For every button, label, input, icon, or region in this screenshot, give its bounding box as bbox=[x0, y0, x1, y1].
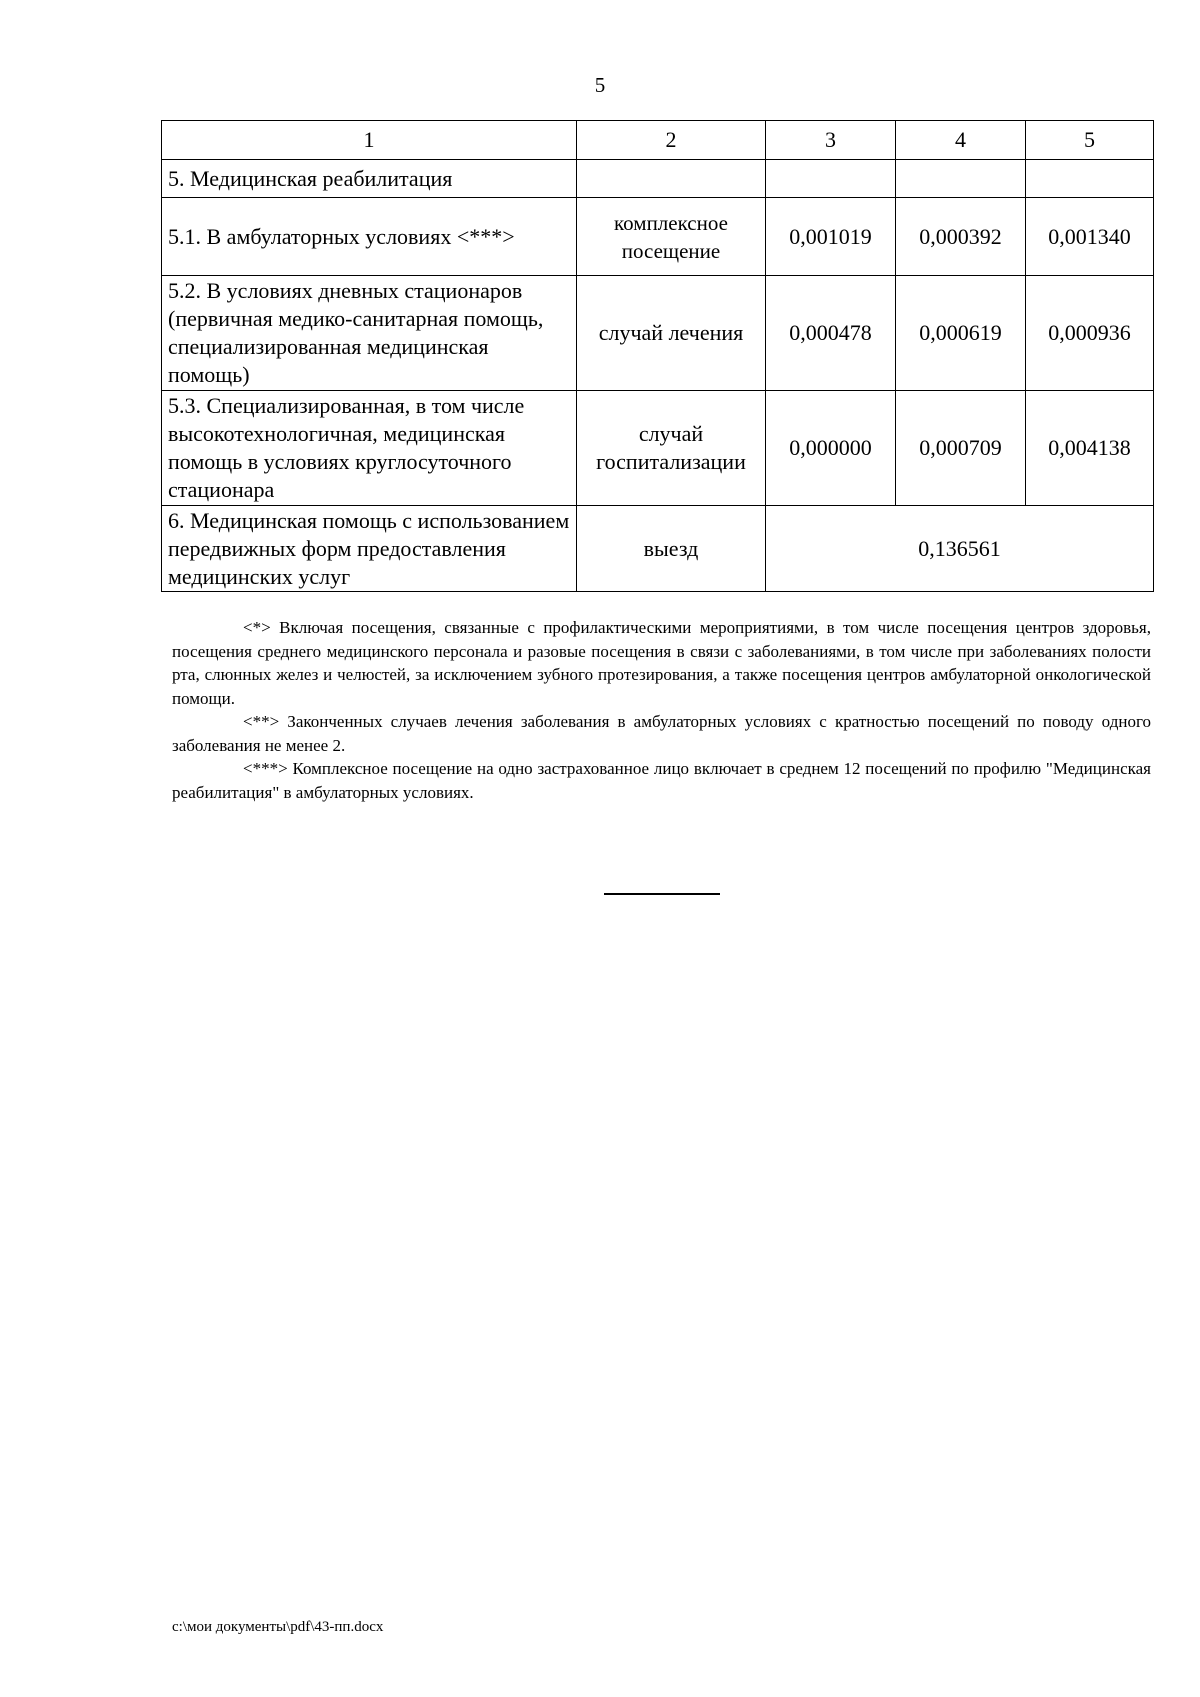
row-name: 5.3. Специализированная, в том числе высокотехнологичная, медицинская помощь в условиях круглосуточного стационара bbox=[162, 391, 577, 506]
row-value-4 bbox=[896, 160, 1026, 198]
row-merged-value: 0,136561 bbox=[766, 506, 1154, 592]
norms-table bbox=[161, 120, 1154, 592]
row-value-3: 0,001019 bbox=[766, 198, 896, 276]
row-value-4: 0,000392 bbox=[896, 198, 1026, 276]
row-value-3: 0,000000 bbox=[766, 391, 896, 506]
table-row bbox=[162, 506, 1154, 592]
row-value-5: 0,004138 bbox=[1026, 391, 1154, 506]
file-path: c:\мои документы\pdf\43-пп.docx bbox=[172, 1619, 384, 1635]
page-number: 5 bbox=[594, 73, 606, 97]
row-unit bbox=[577, 160, 766, 198]
row-name: 5.2. В условиях дневных стационаров (первичная медико-санитарная помощь, специализированная медицинская помощь) bbox=[162, 276, 577, 391]
end-of-document-rule bbox=[604, 893, 720, 895]
table-row bbox=[162, 276, 1154, 391]
column-number-2: 2 bbox=[577, 121, 766, 160]
footnote-1: <*> Включая посещения, связанные с профилактическими мероприятиями, в том числе посещения центров здоровья, посещения среднего медицинского персонала и разовые посещения в связи с заболеваниями, в том числе при заболеваниях полости рта, слюнных желез и челюстей, за исключением зубного протезирования, а также посещения центров амбулаторной онкологической помощи. bbox=[172, 618, 1151, 708]
column-number-3: 3 bbox=[766, 121, 896, 160]
row-value-5 bbox=[1026, 160, 1154, 198]
row-unit: комплексное посещение bbox=[577, 198, 766, 276]
table-row bbox=[162, 391, 1154, 506]
row-unit: случай лечения bbox=[577, 276, 766, 391]
table-row bbox=[162, 160, 1154, 198]
row-value-5: 0,000936 bbox=[1026, 276, 1154, 391]
column-number-5: 5 bbox=[1026, 121, 1154, 160]
footnote-3: <***> Комплексное посещение на одно застрахованное лицо включает в среднем 12 посещений по профилю "Медицинская реабилитация" в амбулаторных условиях. bbox=[172, 759, 1151, 802]
row-name: 5. Медицинская реабилитация bbox=[162, 160, 577, 198]
row-unit: случай госпитализации bbox=[577, 391, 766, 506]
row-name: 5.1. В амбулаторных условиях <***> bbox=[162, 198, 577, 276]
row-value-5: 0,001340 bbox=[1026, 198, 1154, 276]
footnote-2: <**> Законченных случаев лечения заболевания в амбулаторных условиях с кратностью посещений по поводу одного заболевания не менее 2. bbox=[172, 712, 1151, 755]
row-value-4: 0,000619 bbox=[896, 276, 1026, 391]
table-header-row bbox=[162, 121, 1154, 160]
row-unit: выезд bbox=[577, 506, 766, 592]
column-number-1: 1 bbox=[162, 121, 577, 160]
row-value-4: 0,000709 bbox=[896, 391, 1026, 506]
column-number-4: 4 bbox=[896, 121, 1026, 160]
table-row bbox=[162, 198, 1154, 276]
row-name: 6. Медицинская помощь с использованием передвижных форм предоставления медицинских услуг bbox=[162, 506, 577, 592]
footnotes bbox=[172, 616, 1151, 804]
row-value-3 bbox=[766, 160, 896, 198]
row-value-3: 0,000478 bbox=[766, 276, 896, 391]
